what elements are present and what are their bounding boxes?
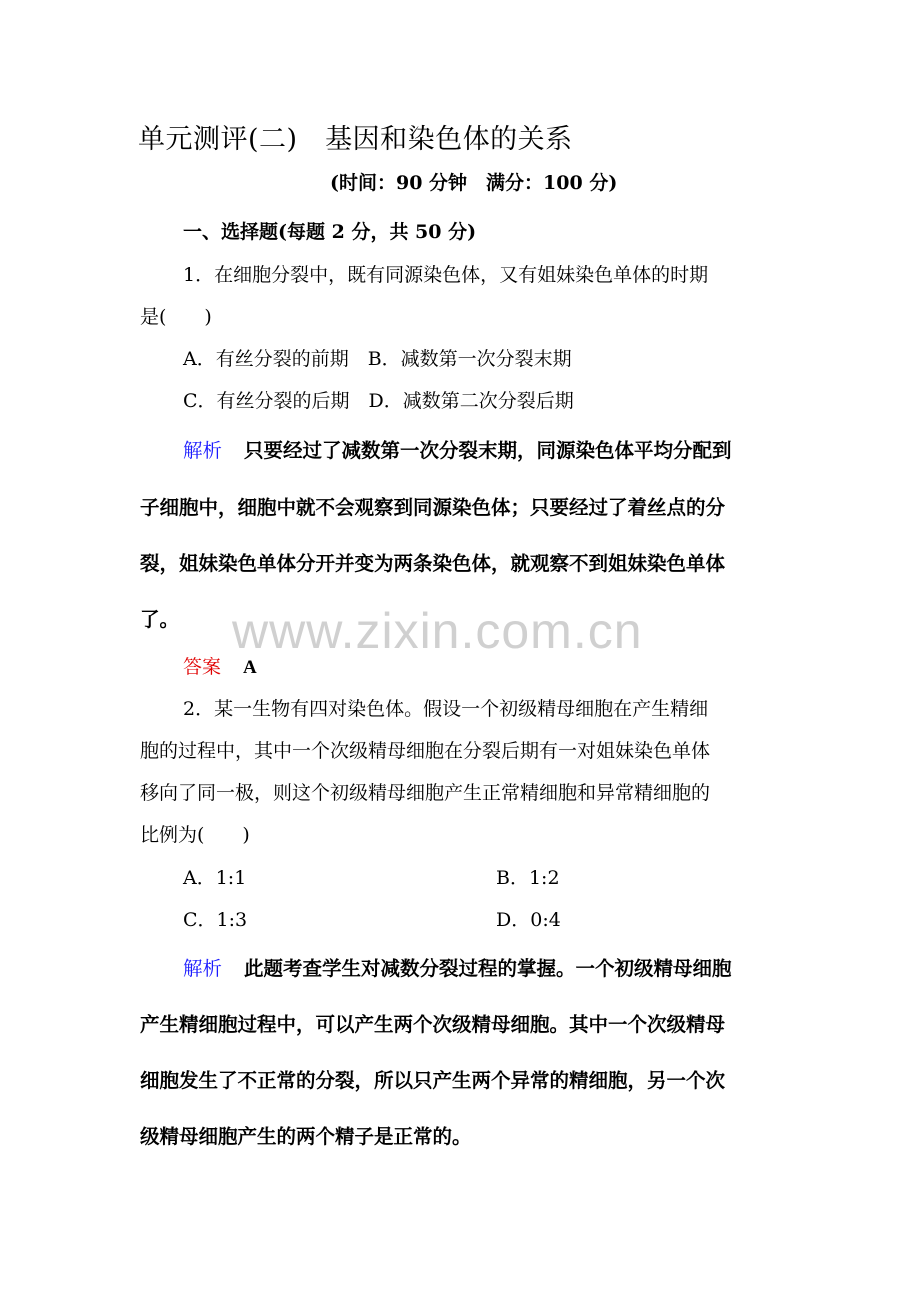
q2-stem-line-2: 胞的过程中，其中一个次级精母细胞在分裂后期有一对姐妹染色单体 (140, 740, 711, 762)
q1-analysis-line-4: 了。 (140, 608, 180, 631)
q1-analysis-line-1 (183, 435, 783, 463)
watermark: www.zixin.com.cn (232, 603, 643, 659)
q2-analysis-line-2: 产生精细胞过程中，可以产生两个次级精母细胞。其中一个次级精母 (140, 1013, 726, 1036)
q1-stem-line-1: 1．在细胞分裂中，既有同源染色体，又有姐妹染色单体的时期 (183, 264, 709, 286)
q2-option-d: D．0:4 (496, 909, 561, 931)
q2-option-b: B．1:2 (496, 867, 560, 889)
q2-analysis-line-1 (183, 953, 783, 981)
q1-answer (183, 652, 783, 679)
section-heading: 一、选择题(每题 2 分，共 50 分) (183, 221, 477, 243)
analysis-text: 只要经过了减数第一次分裂末期，同源染色体平均分配到 (244, 439, 732, 462)
q2-option-a: A．1:1 (183, 867, 247, 889)
exam-info: (时间：90 分钟 满分：100 分) (330, 172, 618, 194)
analysis-label: 解析 (183, 957, 223, 980)
q2-stem-line-4: 比例为( ) (140, 824, 250, 846)
q2-stem-line-3: 移向了同一极，则这个初级精母细胞产生正常精细胞和异常精细胞的 (140, 782, 711, 804)
q2-analysis-line-3: 细胞发生了不正常的分裂，所以只产生两个异常的精细胞，另一个次 (140, 1069, 726, 1092)
page-title: 单元测评(二) 基因和染色体的关系 (138, 124, 573, 155)
answer-label: 答案 (183, 656, 222, 678)
q1-options-cd: C．有丝分裂的后期 D．减数第二次分裂后期 (183, 390, 574, 412)
q2-stem-line-1: 2．某一生物有四对染色体。假设一个初级精母细胞在产生精细 (183, 698, 709, 720)
analysis-text: 此题考查学生对减数分裂过程的掌握。一个初级精母细胞 (244, 957, 732, 980)
q2-analysis-line-4: 级精母细胞产生的两个精子是正常的。 (140, 1125, 472, 1148)
answer-value: A (243, 657, 257, 678)
q2-option-c: C．1:3 (183, 909, 248, 931)
analysis-label: 解析 (183, 439, 223, 462)
q1-stem-line-2: 是( ) (140, 306, 212, 328)
q1-analysis-line-2: 子细胞中，细胞中就不会观察到同源染色体；只要经过了着丝点的分 (140, 496, 726, 519)
q1-options-ab: A．有丝分裂的前期 B．减数第一次分裂末期 (183, 348, 572, 370)
q1-analysis-line-3: 裂，姐妹染色单体分开并变为两条染色体，就观察不到姐妹染色单体 (140, 552, 726, 575)
